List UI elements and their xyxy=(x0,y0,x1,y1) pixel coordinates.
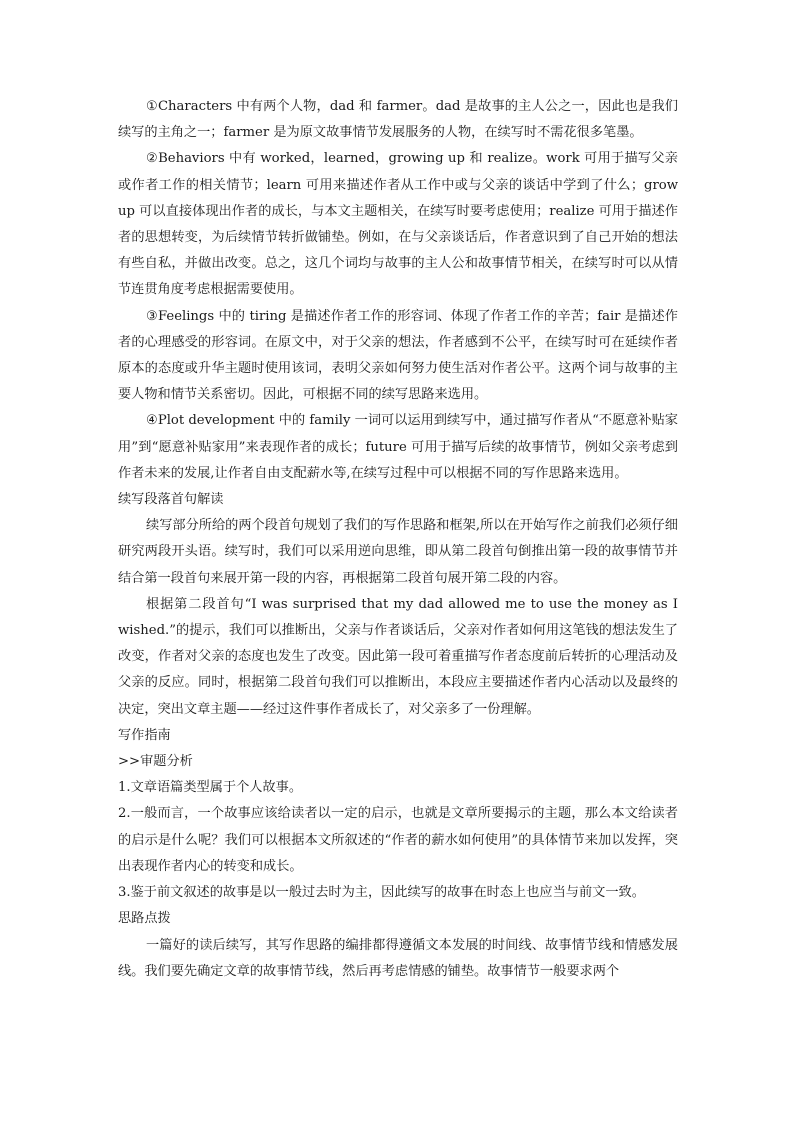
paragraph-feelings: ③Feelings 中的 tiring 是描述作者工作的形容词、体现了作者工作的辛苦；fair 是描述作者的心理感受的形容词。在原文中，对于父亲的想法，作者感到不公平，在续写时可在延续作者原本的态度或升华主题时使用该词，表明父亲如何努力使生活对作者公平。这两个词与故事的主要人物和情节关系密切。因此，可根据不同的续写思路来选用。 xyxy=(118,308,678,403)
section-heading-writing-guide: 写作指南 xyxy=(118,727,171,743)
document-page xyxy=(118,94,678,985)
paragraph-first-sentence-1: 续写部分所给的两个段首句规划了我们的写作思路和框架,所以在开始写作之前我们必须仔细研究两段开头语。续写时，我们可以采用逆向思维，即从第二段首句倒推出第一段的故事情节并结合第一段首句来展开第一段的内容，再根据第二段首句展开第二段的内容。 xyxy=(118,518,678,586)
list-item-1: 1.文章语篇类型属于个人故事。 xyxy=(118,780,303,796)
section-heading-ideas: 思路点拨 xyxy=(118,911,171,927)
paragraph-ideas: 一篇好的读后续写，其写作思路的编排都得遵循文本发展的时间线、故事情节线和情感发展线。我们要先确定文章的故事情节线，然后再考虑情感的铺垫。故事情节一般要求两个 xyxy=(118,937,678,979)
paragraph-plot-development: ④Plot development 中的 family 一词可以运用到续写中，通过描写作者从“不愿意补贴家用”到“愿意补贴家用”来表现作者的成长；future 可用于描写后续的故事情节，例如父亲考虑到作者未来的发展,让作者自由支配薪水等,在续写过程中可以根据不同的写作思路来选用。 xyxy=(118,413,678,481)
paragraph-behaviors: ②Behaviors 中有 worked，learned，growing up 和 realize。work 可用于描写父亲或作者工作的相关情节；learn 可用来描述作者从工作中或与父亲的谈话中学到了什么；grow up 可以直接体现出作者的成长，与本文主题相关，在续写时要考虑使用；realize 可用于描述作者的思想转变，为后续情节转折做铺垫。例如，在与父亲谈话后，作者意识到了自己开始的想法有些自私，并做出改变。总之，这几个词均与故事的主人公和故事情节相关，在续写时可以从情节连贯角度考虑根据需要使用。 xyxy=(118,151,678,298)
section-heading-analysis: >>审题分析 xyxy=(118,754,193,770)
list-item-3: 3.鉴于前文叙述的故事是以一般过去时为主，因此续写的故事在时态上也应当与前文一致。 xyxy=(118,885,645,901)
list-item-2: 2.一般而言，一个故事应该给读者以一定的启示，也就是文章所要揭示的主题，那么本文给读者的启示是什么呢？我们可以根据本文所叙述的“作者的薪水如何使用”的具体情节来加以发挥，突出表现作者内心的转变和成长。 xyxy=(118,806,678,874)
section-heading-first-sentence: 续写段落首句解读 xyxy=(118,492,224,508)
paragraph-first-sentence-2: 根据第二段首句“I was surprised that my dad allowed me to use the money as I wished.”的提示，我们可以推断出，父亲与作者谈话后，父亲对作者如何用这笔钱的想法发生了改变，作者对父亲的态度也发生了改变。因此第一段可着重描写作者态度前后转折的心理活动及父亲的反应。同时，根据第二段首句我们可以推断出，本段应主要描述作者内心活动以及最终的决定，突出文章主题——经过这件事作者成长了，对父亲多了一份理解。 xyxy=(118,596,678,717)
paragraph-characters: ①Characters 中有两个人物，dad 和 farmer。dad 是故事的主人公之一，因此也是我们续写的主角之一；farmer 是为原文故事情节发展服务的人物，在续写时不需花很多笔墨。 xyxy=(118,99,678,141)
